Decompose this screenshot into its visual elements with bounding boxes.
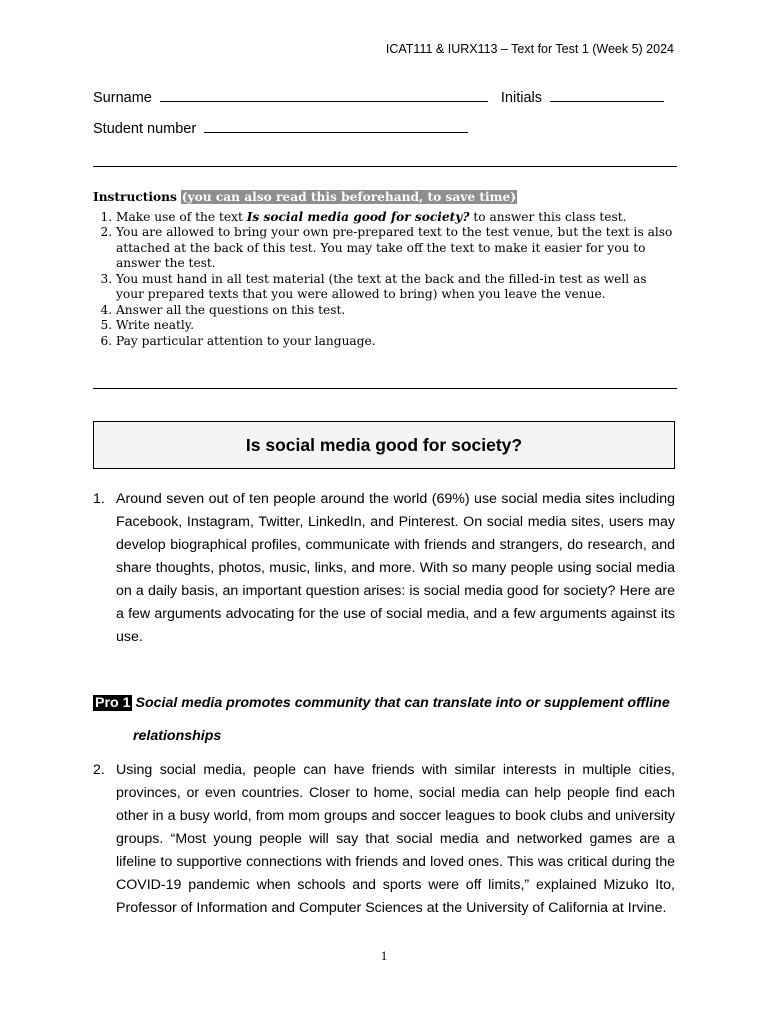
instruction-item: 5. Write neatly. [116, 318, 677, 334]
pro-heading-line1: Social media promotes community that can translate into or supplement offline [135, 695, 670, 711]
instruction-item: 4. Answer all the questions on this test. [116, 303, 677, 319]
article-title: Is social media good for society? [93, 421, 675, 469]
paragraph-number: 1. [93, 491, 105, 507]
instructions-heading: Instructions [93, 190, 177, 204]
instructions-list [93, 210, 677, 350]
instruction-emphasis: Is social media good for society? [246, 209, 470, 224]
initials-label: Initials [500, 90, 543, 106]
instruction-item: 3. You must hand in all test material (the text at the back and the filled-in test as well as your prepared texts that you were allowed to bring) when you leave the venue. [116, 272, 677, 303]
instructions-note: (you can also read this beforehand, to save time) [181, 190, 517, 204]
instruction-text: Make use of the text [116, 209, 247, 224]
paragraph-number: 2. [93, 762, 105, 778]
instruction-item: 2. You are allowed to bring your own pre-prepared text to the test venue, but the text is also attached at the back of this test. You may take off the text to make it easier for you to answer the test. [116, 225, 677, 272]
course-header: ICAT111 & IURX113 – Text for Test 1 (Week 5) 2024 [385, 42, 674, 56]
paragraph-text: Around seven out of ten people around the world (69%) use social media sites including Facebook, Instagram, Twitter, LinkedIn, and Pinterest. On social media sites, users may develop biographical profiles, communicate with friends and strangers, do research, and share thoughts, photos, music, links, and more. With so many people using social media on a daily basis, an important question arises: is social media good for society? Here are a few arguments advocating for the use of social media, and a few arguments against its use. [116, 491, 675, 645]
instruction-item: 6. Pay particular attention to your language. [116, 334, 677, 350]
student-number-label: Student number [93, 121, 197, 137]
instructions-heading-row [93, 190, 677, 206]
surname-blank [160, 87, 488, 102]
instruction-text: to answer this class test. [469, 209, 627, 224]
page-number: 1 [380, 948, 388, 963]
student-number-blank [204, 118, 468, 133]
instructions-section [93, 190, 677, 349]
divider-bottom [93, 388, 677, 389]
pro-heading-line2: relationships [133, 728, 222, 744]
surname-row [93, 87, 664, 106]
pro-1-heading [93, 687, 675, 753]
student-number-row [93, 118, 468, 137]
surname-label: Surname [93, 90, 152, 106]
paragraph-text: Using social media, people can have friends with similar interests in multiple cities, provinces, or even countries. Closer to home, social media can help people find each other in a busy world, from mom groups and soccer leagues to book clubs and university groups. “Most young people will say that social media and networked games are a lifeline to supportive connections with friends and loved ones. This was critical during the COVID-19 pandemic when schools and sports were off limits,” explained Mizuko Ito, Professor of Information and Computer Sciences at the University of California at Irvine. [116, 762, 675, 916]
initials-blank [550, 87, 664, 102]
paragraph-1 [93, 488, 675, 649]
paragraph-2 [93, 759, 675, 920]
pro-tag: Pro 1 [95, 695, 131, 711]
instruction-item [116, 210, 677, 226]
divider-top [93, 166, 677, 167]
